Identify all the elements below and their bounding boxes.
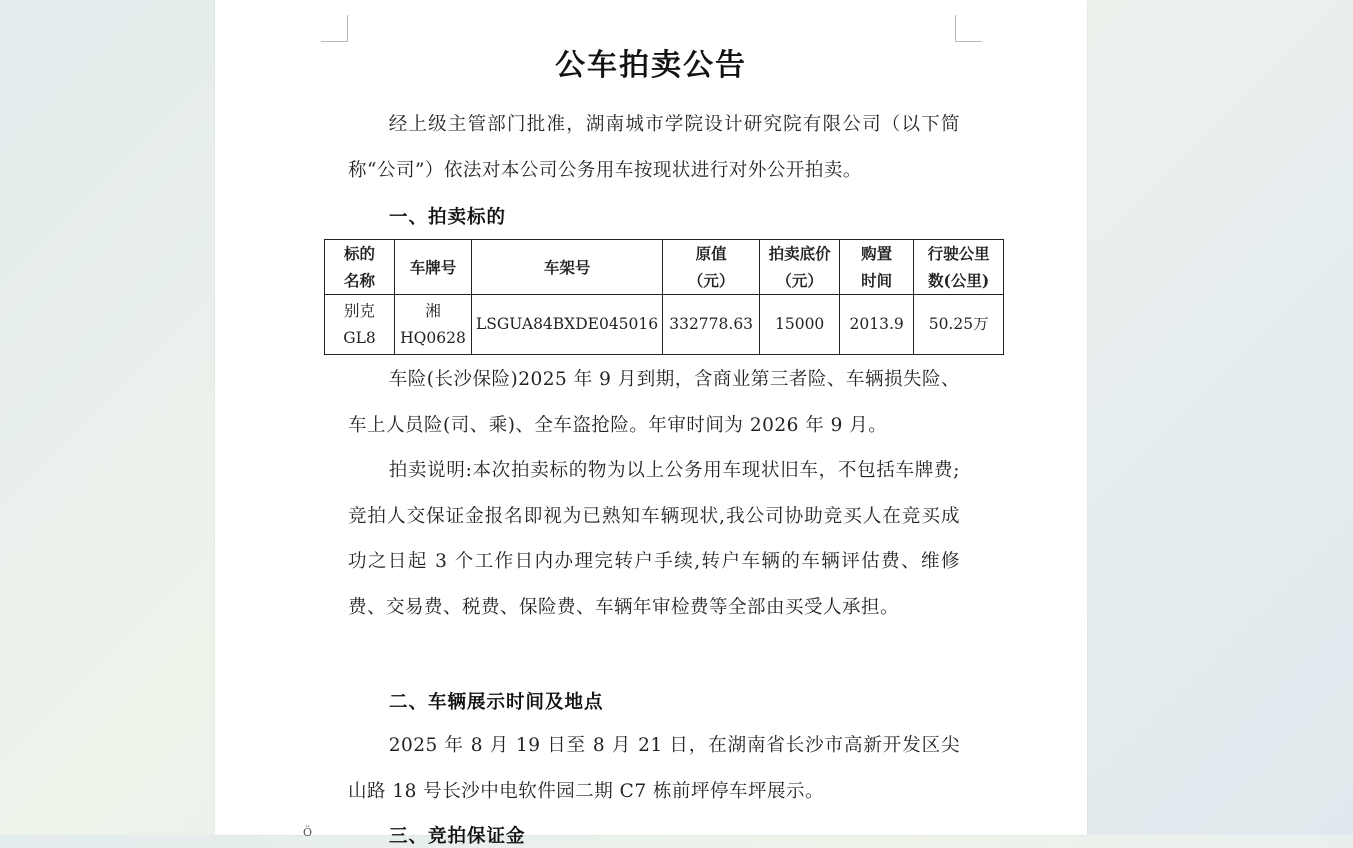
display-paragraph: 2025 年 8 月 19 日至 8 月 21 日，在湖南省长沙市高新开发区尖山路 18 号长沙中电软件园二期 C7 栋前坪停车坪展示。	[348, 735, 960, 802]
auction-items-table	[324, 239, 1004, 355]
table-header-row	[325, 240, 1004, 295]
header-mileage: 行驶公里 数(公里)	[914, 240, 1004, 295]
cell-purchase-date: 2013.9	[840, 295, 914, 355]
cell-reserve-price: 15000	[760, 295, 840, 355]
cell-item-name: 别克 GL8	[325, 295, 395, 355]
cell-original-value: 332778.63	[663, 295, 760, 355]
header-purchase-date: 购置 时间	[840, 240, 914, 295]
auction-note-paragraph: 拍卖说明:本次拍卖标的物为以上公务用车现状旧车，不包括车牌费;竞拍人交保证金报名即视为已熟知车辆现状,我公司协助竞买人在竞买成功之日起 3 个工作日内办理完转户手续,转户车辆的车辆评估费、维修费、交易费、税费、保险费、车辆年审检费等全部由买受人承担。	[348, 460, 960, 618]
header-original-value: 原值 （元）	[663, 240, 760, 295]
page-corner-mark-top-left	[321, 15, 348, 42]
insurance-paragraph: 车险(长沙保险)2025 年 9 月到期，含商业第三者险、车辆损失险、车上人员险(司、乘)、全车盗抢险。年审时间为 2026 年 9 月。	[348, 369, 960, 436]
header-vin: 车架号	[472, 240, 663, 295]
document-page	[215, 0, 1087, 847]
header-item-name: 标的 名称	[325, 240, 395, 295]
intro-paragraph: 经上级主管部门批准，湖南城市学院设计研究院有限公司（以下简称“公司”）依法对本公司公务用车按现状进行对外公开拍卖。	[348, 114, 960, 181]
document-title: 公车拍卖公告	[555, 48, 747, 83]
header-reserve-price: 拍卖底价 （元）	[760, 240, 840, 295]
cell-vin: LSGUA84BXDE045016	[472, 295, 663, 355]
header-plate-number: 车牌号	[395, 240, 472, 295]
cell-mileage: 50.25万	[914, 295, 1004, 355]
table-row	[325, 295, 1004, 355]
section-heading-deposit-partial: 三、竞拍保证金	[389, 826, 526, 847]
section-heading-display: 二、车辆展示时间及地点	[389, 692, 604, 713]
section-heading-auction-items: 一、拍卖标的	[389, 207, 507, 228]
margin-anchor-mark: Ö	[303, 826, 313, 839]
cell-plate-number: 湘 HQ0628	[395, 295, 472, 355]
page-corner-mark-top-right	[955, 15, 982, 42]
